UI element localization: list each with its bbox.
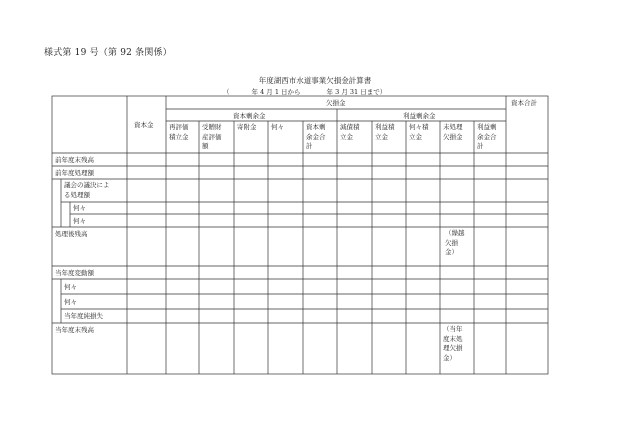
column-header-profit-reserve: 利益積 立金 [375, 123, 395, 141]
capital-header: 資本金 [134, 121, 154, 129]
column-header-profit-surplus-total: 利益剰 余金合 計 [477, 123, 497, 150]
row-label-current-year-end-balance: 当年度末残高 [55, 326, 94, 334]
form-number-label: 様式第 19 号（第 92 条関係） [44, 48, 172, 58]
column-header-debt-reduction-reserve: 減債積 立金 [340, 123, 360, 141]
column-header-capital-surplus-total: 資本剰 余金合 計 [306, 123, 326, 150]
row-label-other-4: 何々 [64, 298, 77, 306]
row-label-other-3: 何々 [64, 283, 77, 291]
capital-total-header: 資本合計 [511, 99, 537, 107]
row-label-current-year-changes: 当年度変動額 [55, 269, 94, 277]
note-carried-forward-deficit: （繰越 欠損 金） [445, 229, 465, 256]
row-label-other-2: 何々 [73, 217, 86, 225]
note-year-end-unprocessed-deficit: （当年 度末処 理欠損 金） [443, 325, 463, 362]
profit-surplus-header: 利益剰余金 [403, 112, 436, 120]
row-label-council-resolution-disposition: 議会の議決によ る処理額 [64, 181, 110, 199]
fiscal-period: （ 年 4 月 1 日から 年 3 月 31 日まで） [223, 88, 387, 96]
row-label-current-year-net-loss: 当年度純損失 [64, 312, 103, 320]
row-label-other-1: 何々 [73, 204, 86, 212]
column-header-unprocessed-deficit: 未処理 欠損金 [443, 123, 463, 141]
column-header-donated-asset-valuation: 受贈財 産評価 額 [202, 123, 222, 150]
capital-surplus-header: 資本剰余金 [233, 112, 266, 120]
column-header-other-1: 何々 [271, 123, 284, 131]
column-header-other-reserve: 何々積 立金 [409, 123, 429, 141]
row-label-prior-year-disposition: 前年度処理額 [55, 169, 94, 177]
row-label-balance-after-disposition: 処理後残高 [55, 230, 88, 238]
column-header-donations: 寄附金 [237, 123, 257, 131]
document-title: 年度湖西市水道事業欠損金計算書 [258, 76, 372, 85]
row-label-prior-year-end-balance: 前年度末残高 [55, 156, 94, 164]
deficit-header: 欠損金 [326, 99, 346, 107]
column-header-revaluation-reserve: 再評価 積立金 [169, 123, 189, 141]
